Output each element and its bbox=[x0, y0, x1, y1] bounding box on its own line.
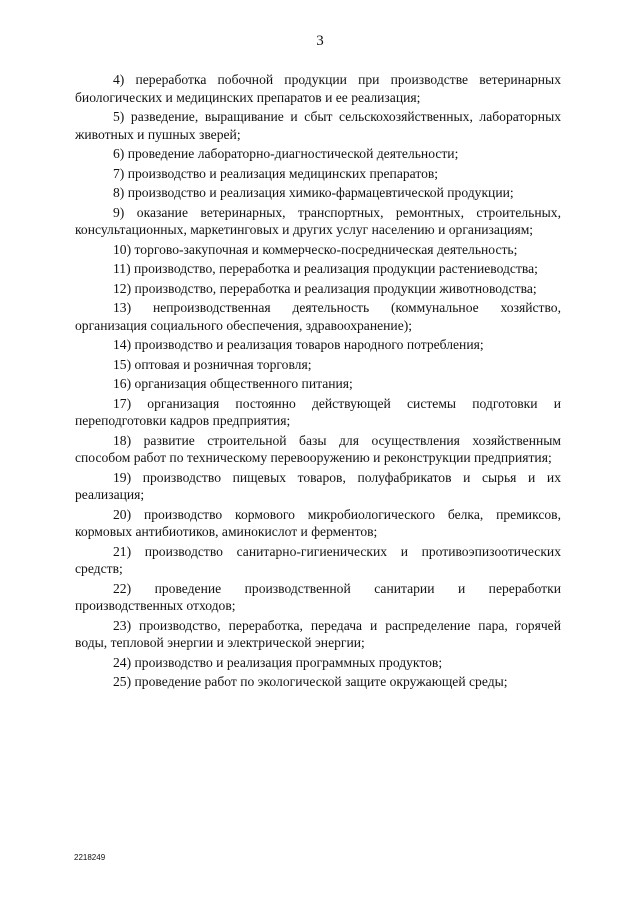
list-item: 5) разведение, выращивание и сбыт сельскохозяйственных, лабораторных животных и пушных зверей; bbox=[75, 109, 561, 142]
list-item: 19) производство пищевых товаров, полуфабрикатов и сырья и их реализация; bbox=[75, 469, 561, 502]
list-item: 12) производство, переработка и реализация продукции животноводства; bbox=[113, 280, 537, 296]
list-item: 4) переработка побочной продукции при производстве ветеринарных биологических и медицинских препаратов и ее реализация; bbox=[75, 72, 561, 105]
list-item: 8) производство и реализация химико-фармацевтической продукции; bbox=[113, 185, 514, 200]
page-number: 3 bbox=[316, 33, 324, 49]
list-item: 15) оптовая и розничная торговля; bbox=[113, 356, 312, 372]
list-item: 18) развитие строительной базы для осуществления хозяйственным способом работ по техническому перевооружению и реконструкции предприятия; bbox=[75, 432, 561, 465]
list-item: 16) организация общественного питания; bbox=[113, 376, 353, 391]
list-item: 25) проведение работ по экологической защите окружающей среды; bbox=[113, 674, 508, 689]
list-item: 17) организация постоянно действующей системы подготовки и переподготовки кадров предприятия; bbox=[75, 395, 561, 428]
list-item: 22) проведение производственной санитарии и переработки производственных отходов; bbox=[75, 580, 561, 613]
list-item: 23) производство, переработка, передача и распределение пара, горячей воды, тепловой энергии и электрической энергии; bbox=[75, 617, 561, 650]
list-item: 7) производство и реализация медицинских препаратов; bbox=[113, 165, 439, 181]
list-item: 14) производство и реализация товаров народного потребления; bbox=[113, 337, 484, 352]
list-item: 21) производство санитарно-гигиенических и противоэпизоотических средств; bbox=[75, 543, 561, 576]
list-item: 20) производство кормового микробиологического белка, премиксов, кормовых антибиотиков, аминокислот и ферментов; bbox=[75, 506, 561, 539]
list-item: 13) непроизводственная деятельность (коммунальное хозяйство, организация социального обеспечения, здравоохранение); bbox=[75, 300, 561, 333]
list-item: 24) производство и реализация программных продуктов; bbox=[113, 654, 443, 670]
document-body bbox=[75, 71, 561, 693]
list-item: 9) оказание ветеринарных, транспортных, ремонтных, строительных, консультационных, маркетинговых и других услуг населению и организациям; bbox=[75, 204, 561, 237]
list-item: 11) производство, переработка и реализация продукции растениеводства; bbox=[113, 261, 538, 276]
list-item: 6) проведение лабораторно-диагностической деятельности; bbox=[113, 146, 459, 161]
document-code: 2218249 bbox=[74, 853, 106, 862]
list-item: 10) торгово-закупочная и коммерческо-посредническая деятельность; bbox=[113, 241, 518, 257]
